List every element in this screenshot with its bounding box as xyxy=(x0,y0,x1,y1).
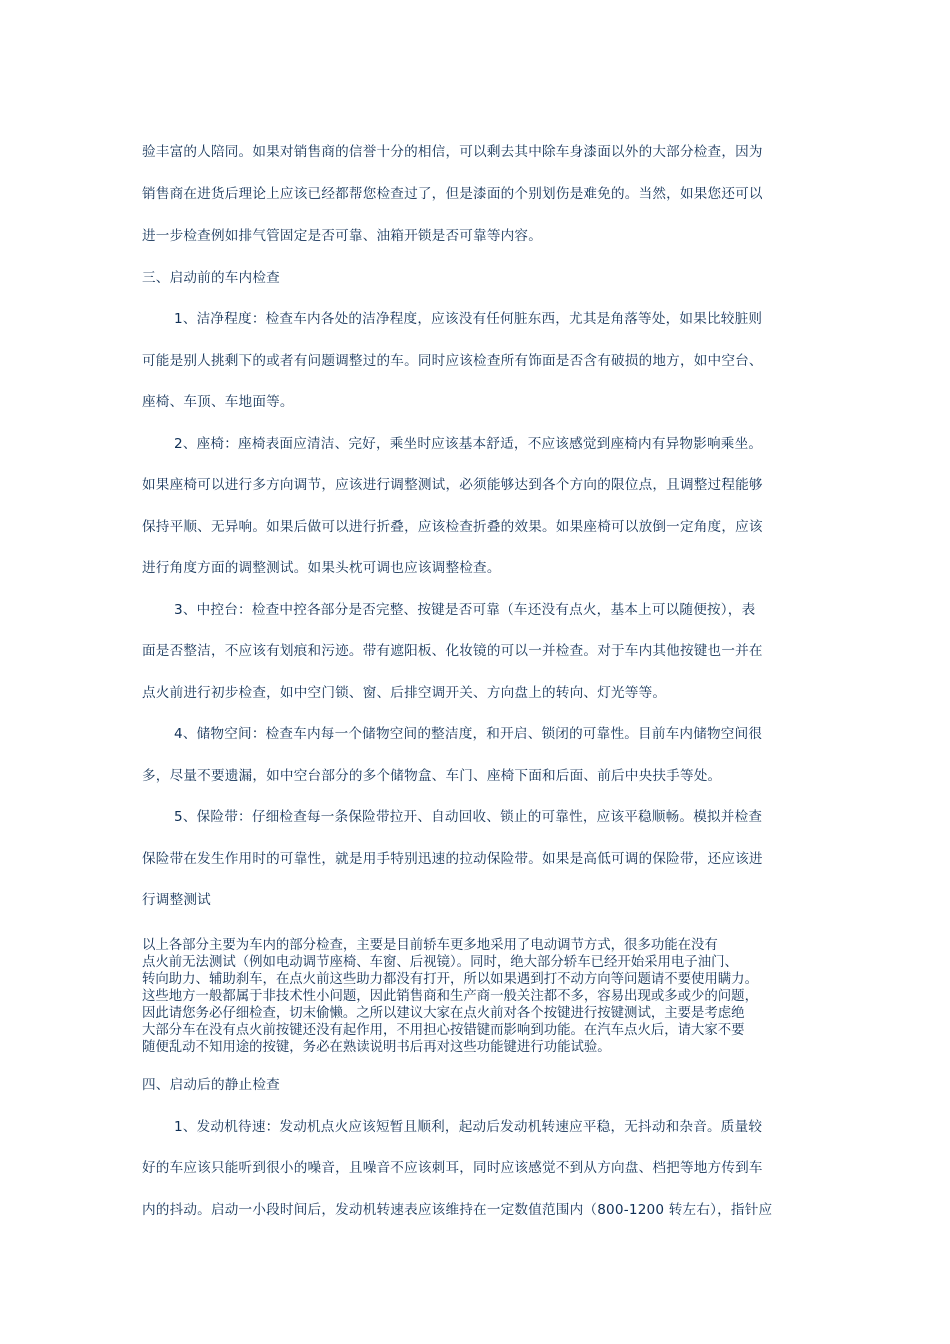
text-line: 销售商在进货后理论上应该已经都帮您检查过了，但是漆面的个别划伤是难免的。当然，如果您还可以 xyxy=(142,186,763,202)
text-line: 多，尽量不要遗漏，如中空台部分的多个储物盒、车门、座椅下面和后面、前后中央扶手等处。 xyxy=(142,768,722,784)
text-line: 三、启动前的车内检查 xyxy=(142,270,280,286)
dense-line: 点火前无法测试（例如电动调节座椅、车窗、后视镜）。同时，绝大部分轿车已经开始采用电子油门、 xyxy=(142,955,738,970)
dense-line: 随便乱动不知用途的按键，务必在熟读说明书后再对这些功能键进行功能试验。 xyxy=(142,1040,611,1055)
dense-paragraph xyxy=(142,937,818,1056)
dense-line: 因此请您务必仔细检查，切末偷懒。之所以建议大家在点火前对各个按键进行按键测试，主要是考虑绝 xyxy=(142,1006,745,1021)
text-line: 2、座椅：座椅表面应清洁、完好，乘坐时应该基本舒适，不应该感觉到座椅内有异物影响乘坐。 xyxy=(174,436,763,452)
text-line: 如果座椅可以进行多方向调节，应该进行调整测试，必须能够达到各个方向的限位点，且调整过程能够 xyxy=(142,477,763,493)
text-line: 进一步检查例如排气管固定是否可靠、油箱开锁是否可靠等内容。 xyxy=(142,228,543,244)
dense-line: 这些地方一般都属于非技术性小问题，因此销售商和生产商一般关注都不多，容易出现或多或少的问题， xyxy=(142,989,758,1004)
text-line: 4、储物空间：检查车内每一个储物空间的整洁度，和开启、锁闭的可靠性。目前车内储物空间很 xyxy=(174,726,763,742)
dense-line: 转向助力、辅助刹车，在点火前这些助力都没有打开，所以如果遇到打不动方向等问题请不要使用瞒力。 xyxy=(142,972,758,987)
text-line: 四、启动后的静止检查 xyxy=(142,1077,280,1093)
text-line: 可能是别人挑剩下的或者有问题调整过的车。同时应该检查所有饰面是否含有破损的地方，如中空台、 xyxy=(142,353,763,369)
text-line: 进行角度方面的调整测试。如果头枕可调也应该调整检查。 xyxy=(142,560,501,576)
text-line: 保险带在发生作用时的可靠性，就是用手特别迅速的拉动保险带。如果是高低可调的保险带，还应该进 xyxy=(142,851,763,867)
text-line: 验丰富的人陪同。如果对销售商的信誉十分的相信，可以剩去其中除车身漆面以外的大部分检查，因为 xyxy=(142,144,763,160)
text-line: 保持平顺、无异响。如果后做可以进行折叠，应该检查折叠的效果。如果座椅可以放倒一定角度，应该 xyxy=(142,519,763,535)
text-line: 好的车应该只能听到很小的噪音，且噪音不应该刺耳，同时应该感觉不到从方向盘、档把等地方传到车 xyxy=(142,1160,763,1176)
dense-line: 以上各部分主要为车内的部分检查，主要是目前轿车更多地采用了电动调节方式，很多功能在没有 xyxy=(142,938,718,953)
text-line: 座椅、车顶、车地面等。 xyxy=(142,394,294,410)
text-line: 面是否整洁，不应该有划痕和污迹。带有遮阳板、化妆镜的可以一并检查。对于车内其他按键也一并在 xyxy=(142,643,763,659)
dense-line: 大部分车在没有点火前按键还没有起作用，不用担心按错键而影响到功能。在汽车点火后，请大家不要 xyxy=(142,1023,745,1038)
text-line: 行调整测试 xyxy=(142,892,211,908)
text-line: 内的抖动。启动一小段时间后，发动机转速表应该维持在一定数值范围内（800-1200 转左右），指针应 xyxy=(142,1202,773,1218)
text-line: 5、保险带：仔细检查每一条保险带拉开、自动回收、锁止的可靠性，应该平稳顺畅。模拟并检查 xyxy=(174,809,763,825)
text-line: 1、发动机待速：发动机点火应该短暂且顺利，起动后发动机转速应平稳，无抖动和杂音。质量较 xyxy=(174,1119,763,1135)
text-line: 点火前进行初步检查，如中空门锁、窗、后排空调开关、方向盘上的转向、灯光等等。 xyxy=(142,685,667,701)
text-line: 1、洁净程度：检查车内各处的洁净程度，应该没有任何脏东西，尤其是角落等处，如果比较脏则 xyxy=(174,311,763,327)
text-line: 3、中控台：检查中控各部分是否完整、按键是否可靠（车还没有点火，基本上可以随便按），表 xyxy=(174,602,756,618)
